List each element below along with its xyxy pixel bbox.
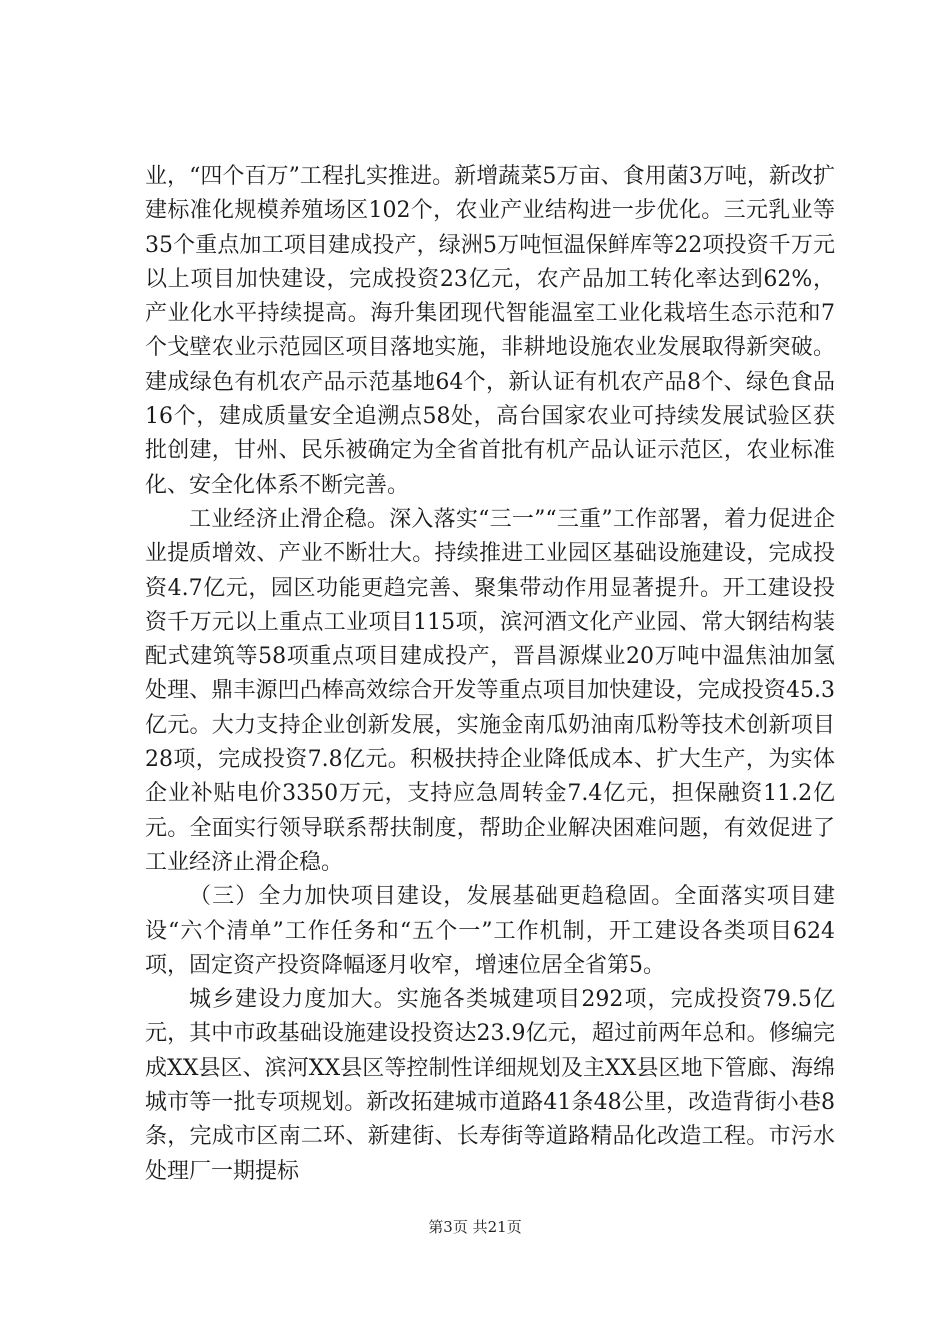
page-number-footer: 第3页 共21页 xyxy=(428,1218,522,1236)
paragraph-4: 城乡建设力度加大。实施各类城建项目292项，完成投资79.5亿元，其中市政基础设施建设投资达23.9亿元，超过前两年总和。修编完成XX县区、滨河XX县区等控制性详细规划及主XX县区地下管廊、海绵城市等一批专项规划。新改拓建城市道路41条48公里，改造背街小巷8条，完成市区南二环、新建街、长寿街等道路精品化改造工程。市污水处理厂一期提标 xyxy=(145,987,835,1184)
paragraph-3: （三）全力加快项目建设，发展基础更趋稳固。全面落实项目建设“六个清单”工作任务和“五个一”工作机制，开工建设各类项目624项，固定资产投资降幅逐月收窄，增速位居全省第5。 xyxy=(145,884,835,978)
paragraph-1: 业，“四个百万”工程扎实推进。新增蔬菜5万亩、食用菌3万吨，新改扩建标准化规模养殖场区102个，农业产业结构进一步优化。三元乳业等35个重点加工项目建成投产，绿洲5万吨恒温保鲜库等22项投资千万元以上项目加快建设，完成投资23亿元，农产品加工转化率达到62%，产业化水平持续提高。海升集团现代智能温室工业化栽培生态示范和7个戈壁农业示范园区项目落地实施，非耕地设施农业发展取得新突破。建成绿色有机农产品示范基地64个，新认证有机农产品8个、绿色食品16个，建成质量安全追溯点58处，高台国家农业可持续发展试验区获批创建，甘州、民乐被确定为全省首批有机产品认证示范区，农业标准化、安全化体系不断完善。 xyxy=(145,164,835,498)
paragraph-2: 工业经济止滑企稳。深入落实“三一”“三重”工作部署，着力促进企业提质增效、产业不断壮大。持续推进工业园区基础设施建设，完成投资4.7亿元，园区功能更趋完善、聚集带动作用显著提升。开工建设投资千万元以上重点工业项目115项，滨河酒文化产业园、常大钢结构装配式建筑等58项重点项目建成投产，晋昌源煤业20万吨中温焦油加氢处理、鼎丰源凹凸棒高效综合开发等重点项目加快建设，完成投资45.3亿元。大力支持企业创新发展，实施金南瓜奶油南瓜粉等技术创新项目28项，完成投资7.8亿元。积极扶持企业降低成本、扩大生产，为实体企业补贴电价3350万元，支持应急周转金7.4亿元，担保融资11.2亿元。全面实行领导联系帮扶制度，帮助企业解决困难问题，有效促进了工业经济止滑企稳。 xyxy=(145,506,835,875)
document-body xyxy=(145,160,835,1189)
